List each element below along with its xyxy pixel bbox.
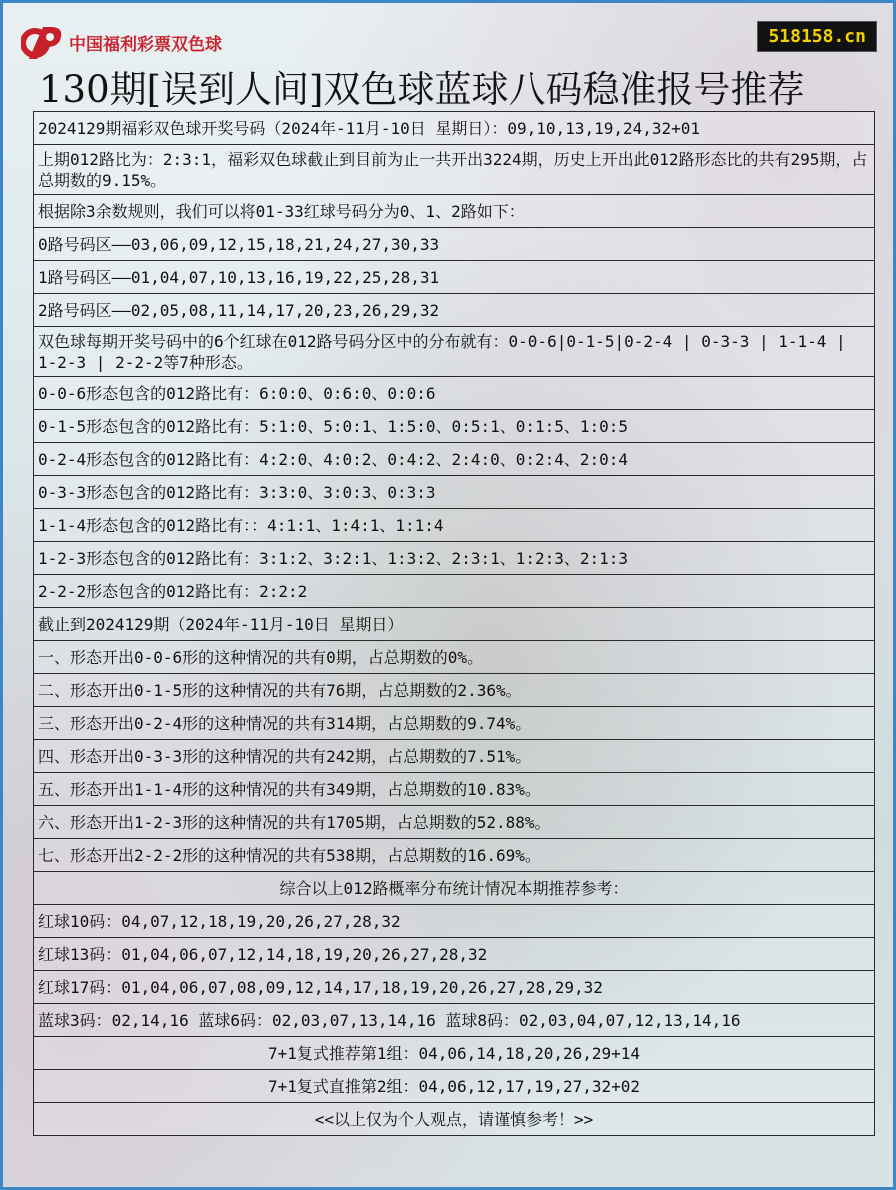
pattern-006-cell: 0-0-6形态包含的012路比有：6:0:0、0:6:0、0:0:6 <box>34 377 875 410</box>
stat-4-cell: 四、形态开出0-3-3形的这种情况的共有242期，占总期数的7.51%。 <box>34 740 875 773</box>
red-17-cell: 红球17码：01,04,06,07,08,09,12,14,17,18,19,20,26,27,28,29,32 <box>34 971 875 1004</box>
stat-1-cell: 一、形态开出0-0-6形的这种情况的共有0期，占总期数的0%。 <box>34 641 875 674</box>
table-row <box>34 228 875 261</box>
table-row <box>34 971 875 1004</box>
red-13-cell: 红球13码：01,04,06,07,12,14,18,19,20,26,27,28,32 <box>34 938 875 971</box>
recommend-heading-cell: 综合以上012路概率分布统计情况本期推荐参考： <box>34 872 875 905</box>
table-row <box>34 938 875 971</box>
table-row <box>34 1103 875 1136</box>
last-ratio-cell: 上期012路比为：2:3:1，福彩双色球截止到目前为止一共开出3224期，历史上开出此012路形态比的共有295期，占总期数的9.15%。 <box>34 145 875 195</box>
lottery-logo-icon <box>21 23 65 61</box>
pattern-033-cell: 0-3-3形态包含的012路比有：3:3:0、3:0:3、0:3:3 <box>34 476 875 509</box>
disclaimer-cell: <<以上仅为个人观点，请谨慎参考！>> <box>34 1103 875 1136</box>
draw-result-cell: 2024129期福彩双色球开奖号码（2024年-11月-10日 星期日）：09,10,13,19,24,32+01 <box>34 112 875 145</box>
stat-5-cell: 五、形态开出1-1-4形的这种情况的共有349期，占总期数的10.83%。 <box>34 773 875 806</box>
rule-intro-cell: 根据除3余数规则，我们可以将01-33红球号码分为0、1、2路如下： <box>34 195 875 228</box>
table-row <box>34 1004 875 1037</box>
pattern-123-cell: 1-2-3形态包含的012路比有：3:1:2、3:2:1、1:3:2、2:3:1、1:2:3、2:1:3 <box>34 542 875 575</box>
table-row <box>34 707 875 740</box>
cutoff-cell: 截止到2024129期（2024年-11月-10日 星期日） <box>34 608 875 641</box>
table-row <box>34 608 875 641</box>
table-row <box>34 294 875 327</box>
table-row <box>34 674 875 707</box>
table-row <box>34 773 875 806</box>
pattern-024-cell: 0-2-4形态包含的012路比有：4:2:0、4:0:2、0:4:2、2:4:0、0:2:4、2:0:4 <box>34 443 875 476</box>
table-row <box>34 1037 875 1070</box>
table-row <box>34 509 875 542</box>
table-row <box>34 641 875 674</box>
combo-1-cell: 7+1复式推荐第1组：04,06,14,18,20,26,29+14 <box>34 1037 875 1070</box>
stat-2-cell: 二、形态开出0-1-5形的这种情况的共有76期，占总期数的2.36%。 <box>34 674 875 707</box>
table-row <box>34 476 875 509</box>
report-table <box>33 111 875 1136</box>
table-row <box>34 905 875 938</box>
table-row <box>34 112 875 145</box>
zone-0-cell: 0路号码区——03,06,09,12,15,18,21,24,27,30,33 <box>34 228 875 261</box>
stat-6-cell: 六、形态开出1-2-3形的这种情况的共有1705期，占总期数的52.88%。 <box>34 806 875 839</box>
logo-accent-text: 双色球 <box>171 34 222 55</box>
header <box>3 3 893 113</box>
page-title: 130期[误到人间]双色球蓝球八码稳准报号推荐 <box>39 68 805 111</box>
table-row <box>34 195 875 228</box>
lottery-logo <box>21 23 222 61</box>
table-row <box>34 410 875 443</box>
pattern-114-cell: 1-1-4形态包含的012路比有：：4:1:1、1:4:1、1:1:4 <box>34 509 875 542</box>
table-row <box>34 443 875 476</box>
pattern-intro-cell: 双色球每期开奖号码中的6个红球在012路号码分区中的分布就有：0-0-6|0-1-5|0-2-4 | 0-3-3 | 1-1-4 | 1-2-3 | 2-2-2等7种形态。 <box>34 327 875 377</box>
stat-7-cell: 七、形态开出2-2-2形的这种情况的共有538期，占总期数的16.69%。 <box>34 839 875 872</box>
blue-codes-cell: 蓝球3码：02,14,16 蓝球6码：02,03,07,13,14,16 蓝球8码：02,03,04,07,12,13,14,16 <box>34 1004 875 1037</box>
table-row <box>34 839 875 872</box>
table-row <box>34 740 875 773</box>
table-row <box>34 575 875 608</box>
table-row <box>34 806 875 839</box>
pattern-222-cell: 2-2-2形态包含的012路比有：2:2:2 <box>34 575 875 608</box>
logo-text: 中国福利彩票 <box>69 34 171 55</box>
combo-2-cell: 7+1复式直推第2组：04,06,12,17,19,27,32+02 <box>34 1070 875 1103</box>
stat-3-cell: 三、形态开出0-2-4形的这种情况的共有314期，占总期数的9.74%。 <box>34 707 875 740</box>
table-row <box>34 542 875 575</box>
zone-1-cell: 1路号码区——01,04,07,10,13,16,19,22,25,28,31 <box>34 261 875 294</box>
table-row <box>34 145 875 195</box>
table-row <box>34 327 875 377</box>
zone-2-cell: 2路号码区——02,05,08,11,14,17,20,23,26,29,32 <box>34 294 875 327</box>
table-row <box>34 377 875 410</box>
site-badge[interactable]: 518158.cn <box>757 21 877 52</box>
red-10-cell: 红球10码：04,07,12,18,19,20,26,27,28,32 <box>34 905 875 938</box>
table-row <box>34 1070 875 1103</box>
table-row <box>34 872 875 905</box>
pattern-015-cell: 0-1-5形态包含的012路比有：5:1:0、5:0:1、1:5:0、0:5:1、0:1:5、1:0:5 <box>34 410 875 443</box>
table-row <box>34 261 875 294</box>
